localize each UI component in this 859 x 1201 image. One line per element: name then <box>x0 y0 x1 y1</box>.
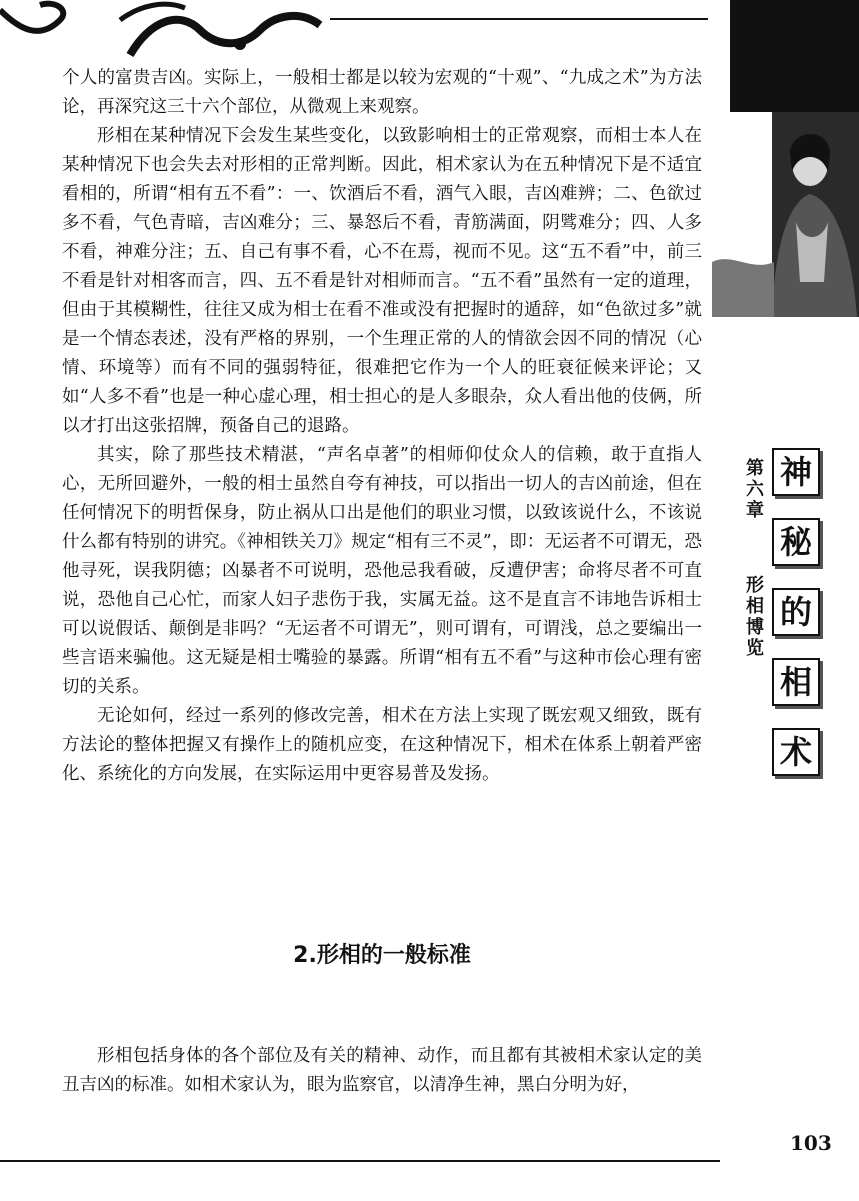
chapter-name-char: 形 <box>746 575 764 596</box>
body-text <box>62 64 702 789</box>
book-title-char: 的 <box>772 588 820 636</box>
book-title-char: 术 <box>772 728 820 776</box>
book-title-char: 神 <box>772 448 820 496</box>
corner-block <box>730 0 859 112</box>
chapter-number-char: 六 <box>746 479 764 500</box>
dragon-header-illustration <box>0 0 330 60</box>
chapter-label <box>746 458 768 659</box>
footer-rule <box>0 1160 720 1162</box>
paragraph: 形相在某种情况下会发生某些变化，以致影响相士的正常观察，而相士本人在某种情况下也会失去对形相的正常判断。因此，相术家认为在五种情况下是不适宜看相的，所谓“相有五不看”：一、饮酒后不看，酒气入眼，吉凶难辨；二、色欲过多不看，气色青暗，吉凶难分；三、暴怒后不看，青筋满面，阴骘难分；四、人多不看，神难分注；五、自己有事不看，心不在焉，视而不见。这“五不看”中，前三不看是针对相客而言，四、五不看是针对相师而言。“五不看”虽然有一定的道理，但由于其模糊性，往往又成为相士在看不准或没有把握时的遁辞，如“色欲过多”就是一个情态表述，没有严格的界别，一个生理正常的人的情欲会因不同的情况（心情、环境等）而有不同的强弱特征，很难把它作为一个人的旺衰征候来评论；又如“人多不看”也是一种心虚心理，相士担心的是人多眼杂，众人看出他的伎俩，所以才打出这张招牌，预备自己的退路。 <box>62 126 702 436</box>
chapter-name-char: 博 <box>746 617 764 638</box>
book-title-char: 秘 <box>772 518 820 566</box>
paragraph: 无论如何，经过一系列的修改完善，相术在方法上实现了既宏观又细致，既有方法论的整体把握又有操作上的随机应变，在这种情况下，相术在体系上朝着严密化、系统化的方向发展，在实际运用中更容易普及发扬。 <box>62 706 702 784</box>
chapter-name-char: 览 <box>746 638 764 659</box>
portrait-image <box>712 112 859 317</box>
chapter-name-char: 相 <box>746 596 764 617</box>
header-rule <box>330 18 708 20</box>
chapter-number-char: 章 <box>746 500 764 521</box>
section-title: 2.形相的一般标准 <box>293 943 471 968</box>
chapter-number-char: 第 <box>746 458 764 479</box>
section-body <box>62 1042 702 1100</box>
book-title-char: 相 <box>772 658 820 706</box>
paragraph: 其实，除了那些技术精湛，“声名卓著”的相师仰仗众人的信赖，敢于直指人心，无所回避外，一般的相士虽然自夸有神技，可以指出一切人的吉凶前途，但在任何情况下的明哲保身，防止祸从口出是他们的职业习惯，以致该说什么，不该说什么都有特别的讲究。《神相铁关刀》规定“相有三不灵”，即：无运者不可谓无，恐他寻死，误我阴德；凶暴者不可说明，恐他忌我看破，反遭伊害；命将尽者不可直说，恐他自己心忙，而家人妇子悲伤于我，实属无益。这不是直言不讳地告诉相士可以说假话、颠倒是非吗？“无运者不可谓无”，则可谓有，可谓浅，总之要编出一些言语来骗他。这无疑是相士嘴验的暴露。所谓“相有五不看”与这种市侩心理有密切的关系。 <box>62 445 702 697</box>
page-number: 103 <box>790 1131 832 1155</box>
paragraph: 个人的富贵吉凶。实际上，一般相士都是以较为宏观的“十观”、“九成之术”为方法论，再深究这三十六个部位，从微观上来观察。 <box>62 68 702 117</box>
paragraph: 形相包括身体的各个部位及有关的精神、动作，而且都有其被相术家认定的美丑吉凶的标准。如相术家认为，眼为监察官，以清净生神，黑白分明为好， <box>62 1046 702 1095</box>
book-title-vertical <box>772 448 832 798</box>
